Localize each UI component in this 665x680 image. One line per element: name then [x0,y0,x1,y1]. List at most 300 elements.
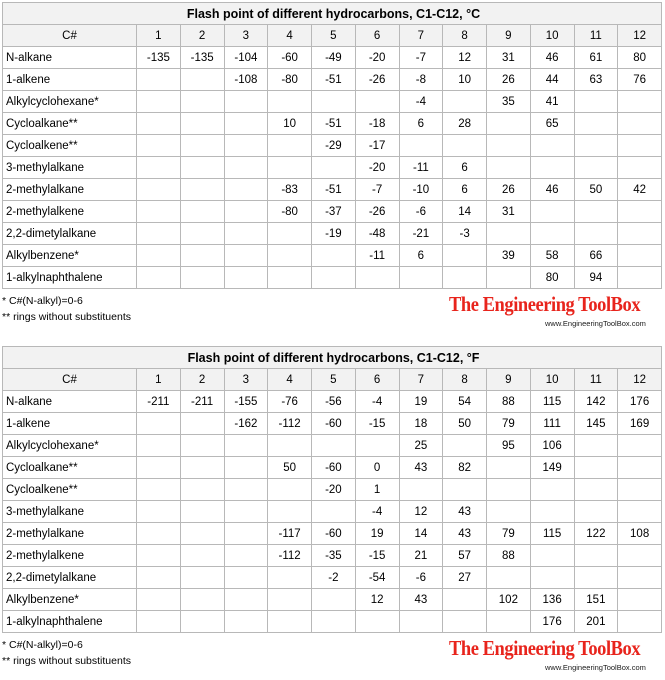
footnote-alkyl: * C#(N-alkyl)=0-6 [2,639,83,651]
header-cell: 9 [487,25,531,47]
row-label: 1-alkylnaphthalene [3,611,137,633]
table-cell: 80 [530,267,574,289]
table-cell [618,135,662,157]
table-footer [2,289,662,335]
row-label: 1-alkylnaphthalene [3,267,137,289]
header-cell: 2 [180,25,224,47]
row-label: Cycloalkene** [3,135,137,157]
table-cell: -211 [137,391,181,413]
table-cell [574,457,618,479]
table-cell [224,245,268,267]
table-cell [180,435,224,457]
table-cell: 142 [574,391,618,413]
table-row [3,47,662,69]
table-cell [224,545,268,567]
table-cell [268,611,312,633]
table-cell: -60 [312,457,356,479]
table-cell [180,113,224,135]
table-cell: 0 [355,457,399,479]
table-row [3,413,662,435]
table-cell [618,201,662,223]
footnote-alkyl: * C#(N-alkyl)=0-6 [2,295,83,307]
header-cell: 1 [137,25,181,47]
header-cell: 6 [355,369,399,391]
table-cell [618,223,662,245]
table-cell: -162 [224,413,268,435]
table-cell [618,501,662,523]
table-cell [137,113,181,135]
table-cell [137,611,181,633]
table-row [3,267,662,289]
table-cell [574,135,618,157]
table-cell [487,501,531,523]
row-label: 1-alkene [3,69,137,91]
table-cell [618,589,662,611]
row-label: Alkylcyclohexane* [3,91,137,113]
table-cell: 10 [268,113,312,135]
table-cell [487,157,531,179]
table-cell [268,501,312,523]
table-cell [137,223,181,245]
table-cell: 44 [530,69,574,91]
table-cell [618,267,662,289]
table-title: Flash point of different hydrocarbons, C1-C12, °C [3,3,662,25]
table-cell: 169 [618,413,662,435]
table-cell: 42 [618,179,662,201]
header-cell: 4 [268,25,312,47]
table-row [3,523,662,545]
table-cell [574,435,618,457]
table-cell [224,589,268,611]
header-cell: 12 [618,25,662,47]
table-cell [180,523,224,545]
table-cell [530,201,574,223]
table-cell [224,479,268,501]
table-cell [137,135,181,157]
table-cell: -3 [443,223,487,245]
table-cell [224,135,268,157]
flash-point-table-celsius [2,2,662,289]
table-cell [618,545,662,567]
table-cell: 43 [443,501,487,523]
table-cell [443,135,487,157]
table-cell: -15 [355,413,399,435]
table-cell: -18 [355,113,399,135]
row-label: 2-methylalkane [3,179,137,201]
table-cell [487,113,531,135]
table-row [3,479,662,501]
table-cell: 201 [574,611,618,633]
table-cell: 27 [443,567,487,589]
table-cell: 46 [530,47,574,69]
table-cell [224,179,268,201]
table-cell [224,223,268,245]
table-cell [355,267,399,289]
table-cell: 46 [530,179,574,201]
table-cell [224,91,268,113]
table-cell [137,545,181,567]
row-label: 2-methylalkane [3,523,137,545]
table-cell [224,611,268,633]
table-cell [224,567,268,589]
table-cell: -4 [355,391,399,413]
table-cell [180,157,224,179]
table-cell [137,201,181,223]
table-cell [312,611,356,633]
table-cell: 12 [443,47,487,69]
table-cell [618,91,662,113]
table-cell [180,69,224,91]
table-cell [137,413,181,435]
table-cell: 43 [443,523,487,545]
header-cell: 6 [355,25,399,47]
table-cell [618,567,662,589]
table-cell [312,589,356,611]
table-cell [399,267,443,289]
table-cell [574,567,618,589]
table-row [3,567,662,589]
table-cell [268,479,312,501]
table-cell [443,91,487,113]
row-label: Alkylbenzene* [3,589,137,611]
table-cell: 19 [399,391,443,413]
table-cell: -51 [312,69,356,91]
table-cell [137,157,181,179]
header-cell-carbon-number: C# [3,369,137,391]
table-cell [530,501,574,523]
row-label: Cycloalkene** [3,479,137,501]
table-cell: 50 [268,457,312,479]
table-cell: -51 [312,113,356,135]
table-cell: -20 [355,47,399,69]
flash-point-table-fahrenheit [2,346,662,633]
table-cell [224,435,268,457]
table-cell [574,201,618,223]
table-cell: -26 [355,201,399,223]
table-cell [312,91,356,113]
row-label: Cycloalkane** [3,457,137,479]
table-footer [2,633,662,679]
row-label: 1-alkene [3,413,137,435]
table-cell: 12 [399,501,443,523]
table-cell [268,223,312,245]
fahrenheit-section [2,346,662,679]
table-cell [530,135,574,157]
table-cell: -112 [268,413,312,435]
table-cell [355,611,399,633]
table-cell: -117 [268,523,312,545]
table-cell: -11 [355,245,399,267]
table-cell [224,201,268,223]
table-cell: -4 [399,91,443,113]
table-cell: -6 [399,201,443,223]
table-row [3,589,662,611]
table-cell: 122 [574,523,618,545]
table-cell: -135 [180,47,224,69]
table-cell [574,113,618,135]
table-cell: 82 [443,457,487,479]
table-cell [530,567,574,589]
row-label: 3-methylalkane [3,157,137,179]
table-row [3,611,662,633]
table-cell [618,245,662,267]
table-cell [443,245,487,267]
table-cell: 43 [399,457,443,479]
table-cell [487,479,531,501]
table-cell [180,223,224,245]
table-cell: 14 [399,523,443,545]
header-cell: 7 [399,369,443,391]
table-cell: -60 [268,47,312,69]
header-cell: 7 [399,25,443,47]
header-cell-carbon-number: C# [3,25,137,47]
table-cell [487,567,531,589]
table-row [3,391,662,413]
table-cell [312,435,356,457]
table-cell [530,479,574,501]
table-cell: 88 [487,545,531,567]
table-cell [180,545,224,567]
table-cell [618,611,662,633]
table-cell: 6 [443,179,487,201]
table-cell: -7 [355,179,399,201]
header-cell: 8 [443,369,487,391]
table-cell: -104 [224,47,268,69]
logo-text: The Engineering ToolBox [449,292,641,316]
table-cell: 176 [530,611,574,633]
row-label: 2,2-dimetylalkane [3,567,137,589]
row-label: N-alkane [3,47,137,69]
table-cell [268,91,312,113]
table-cell [137,567,181,589]
table-cell: -108 [224,69,268,91]
table-cell: 176 [618,391,662,413]
table-cell: 106 [530,435,574,457]
table-cell: 25 [399,435,443,457]
table-cell: -26 [355,69,399,91]
table-cell: 115 [530,523,574,545]
table-cell: 35 [487,91,531,113]
table-cell: -83 [268,179,312,201]
header-cell: 3 [224,369,268,391]
table-cell: -80 [268,69,312,91]
row-label: N-alkane [3,391,137,413]
table-cell [180,413,224,435]
table-cell: 95 [487,435,531,457]
table-body [3,25,662,289]
table-cell [618,113,662,135]
table-cell: 88 [487,391,531,413]
table-cell [180,589,224,611]
table-cell [180,135,224,157]
table-cell: -19 [312,223,356,245]
table-cell [399,479,443,501]
table-cell: 31 [487,47,531,69]
table-cell [224,457,268,479]
table-cell [487,457,531,479]
table-cell [618,479,662,501]
table-cell [137,457,181,479]
header-cell: 10 [530,369,574,391]
table-cell: -76 [268,391,312,413]
table-row [3,135,662,157]
table-cell: 54 [443,391,487,413]
engineering-toolbox-logo [449,292,665,328]
table-cell [312,501,356,523]
table-cell: -48 [355,223,399,245]
table-cell: 18 [399,413,443,435]
table-cell: 115 [530,391,574,413]
table-cell: -10 [399,179,443,201]
header-cell: 12 [618,369,662,391]
table-cell [487,611,531,633]
table-cell: 66 [574,245,618,267]
row-label: 2,2-dimetylalkane [3,223,137,245]
table-row [3,457,662,479]
table-cell: -112 [268,545,312,567]
table-cell: 28 [443,113,487,135]
table-cell: 63 [574,69,618,91]
table-cell [180,611,224,633]
table-cell: -155 [224,391,268,413]
table-cell: -211 [180,391,224,413]
table-cell [137,523,181,545]
header-cell: 5 [312,369,356,391]
table-cell: 6 [399,245,443,267]
table-cell [180,179,224,201]
table-cell [487,267,531,289]
table-row [3,113,662,135]
table-cell [268,135,312,157]
header-cell: 9 [487,369,531,391]
table-cell: 102 [487,589,531,611]
table-cell [137,179,181,201]
table-cell: -15 [355,545,399,567]
header-cell: 1 [137,369,181,391]
table-cell [574,91,618,113]
table-row [3,245,662,267]
table-cell [399,611,443,633]
table-cell [137,69,181,91]
table-cell: 21 [399,545,443,567]
table-cell: -51 [312,179,356,201]
row-label: 2-methylalkene [3,545,137,567]
table-cell: 6 [399,113,443,135]
row-label: 2-methylalkene [3,201,137,223]
table-cell [137,91,181,113]
table-row [3,501,662,523]
table-cell [268,567,312,589]
table-cell: -6 [399,567,443,589]
table-cell [224,523,268,545]
header-cell: 2 [180,369,224,391]
table-cell: 26 [487,69,531,91]
header-cell: 11 [574,25,618,47]
table-cell: 58 [530,245,574,267]
table-cell [224,113,268,135]
table-cell: 76 [618,69,662,91]
table-cell [443,611,487,633]
logo-url: www.EngineeringToolBox.com [545,663,646,672]
table-cell [312,245,356,267]
table-cell [530,157,574,179]
table-cell: -60 [312,413,356,435]
table-cell [530,223,574,245]
table-cell [574,545,618,567]
table-cell: 108 [618,523,662,545]
table-cell: 94 [574,267,618,289]
table-cell [268,245,312,267]
table-cell: 41 [530,91,574,113]
table-cell [312,157,356,179]
table-cell: 43 [399,589,443,611]
table-cell: -35 [312,545,356,567]
header-cell: 4 [268,369,312,391]
table-body [3,369,662,633]
table-cell [180,457,224,479]
table-cell: 151 [574,589,618,611]
table-cell: -17 [355,135,399,157]
table-row [3,435,662,457]
footnote-rings: ** rings without substituents [2,655,131,667]
table-cell [574,223,618,245]
logo-text: The Engineering ToolBox [449,636,641,660]
celsius-section [2,2,662,335]
table-cell [137,501,181,523]
table-row [3,157,662,179]
table-row [3,91,662,113]
table-cell: 57 [443,545,487,567]
table-cell [268,267,312,289]
row-label: Alkylbenzene* [3,245,137,267]
table-cell [443,267,487,289]
table-cell: -20 [355,157,399,179]
table-cell [137,267,181,289]
table-row [3,69,662,91]
table-header-row [3,369,662,391]
header-cell: 8 [443,25,487,47]
table-cell [268,435,312,457]
table-cell [180,245,224,267]
table-cell: 6 [443,157,487,179]
table-cell [224,267,268,289]
table-row [3,201,662,223]
table-cell: 12 [355,589,399,611]
row-label: 3-methylalkane [3,501,137,523]
table-cell: 79 [487,523,531,545]
table-cell: 50 [574,179,618,201]
row-label: Cycloalkane** [3,113,137,135]
table-title: Flash point of different hydrocarbons, C1-C12, °F [3,347,662,369]
table-cell: -29 [312,135,356,157]
header-cell: 3 [224,25,268,47]
logo-url: www.EngineeringToolBox.com [545,319,646,328]
table-cell: 14 [443,201,487,223]
table-cell [180,501,224,523]
table-row [3,179,662,201]
table-cell: -2 [312,567,356,589]
table-cell [443,435,487,457]
table-row [3,545,662,567]
table-cell [487,135,531,157]
table-cell [180,201,224,223]
table-cell: 39 [487,245,531,267]
table-cell: -37 [312,201,356,223]
table-cell: 136 [530,589,574,611]
table-cell [399,135,443,157]
table-cell [355,435,399,457]
table-cell [268,157,312,179]
